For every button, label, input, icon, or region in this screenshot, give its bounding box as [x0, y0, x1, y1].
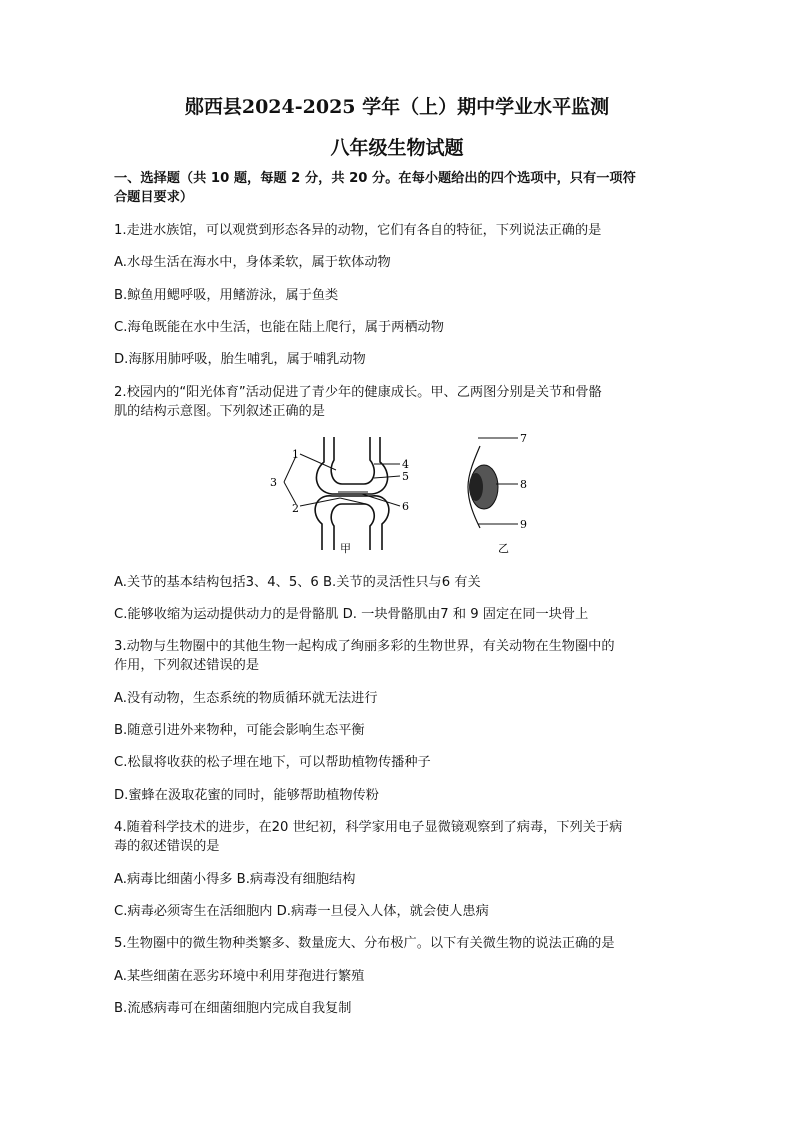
muscle-diagram [468, 438, 518, 528]
lower-bone [331, 504, 374, 550]
joint-muscle-diagram [262, 432, 550, 560]
exam-title: 郧西县2024-2025 学年（上）期中学业水平监测 [184, 96, 610, 118]
q5-option-b: B.流感病毒可在细菌细胞内完成自我复制 [114, 1001, 352, 1016]
q4-options-ab: A.病毒比细菌小得多 B.病毒没有细胞结构 [114, 872, 356, 887]
label-6: 6 [402, 500, 409, 513]
label-4: 4 [402, 458, 409, 471]
joint-diagram [315, 437, 389, 550]
section-heading-line2: 合题目要求） [114, 190, 194, 205]
label-1: 1 [292, 448, 299, 461]
q3-option-c: C.松鼠将收获的松子埋在地下，可以帮助植物传播种子 [114, 755, 431, 770]
label-2: 2 [292, 502, 299, 515]
q1-option-b: B.鲸鱼用鳃呼吸，用鳍游泳，属于鱼类 [114, 288, 339, 303]
q2-options-cd: C.能够收缩为运动提供动力的是骨骼肌 D. 一块骨骼肌由7 和 9 固定在同一块骨上 [114, 607, 589, 622]
section-heading-line1: 一、选择题（共 10 题，每题 2 分，共 20 分。在每小题给出的四个选项中，只有一项符 [114, 171, 636, 186]
label-9: 9 [520, 518, 527, 531]
upper-bone [331, 437, 374, 484]
q3-option-a: A.没有动物，生态系统的物质循环就无法进行 [114, 691, 378, 706]
q5-option-a: A.某些细菌在恶劣环境中利用芽孢进行繁殖 [114, 969, 365, 984]
q2-stem-line2: 肌的结构示意图。下列叙述正确的是 [114, 404, 325, 419]
q2-stem-line1: 2.校园内的“阳光体育”活动促进了青少年的健康成长。甲、乙两图分别是关节和骨骼 [114, 385, 602, 400]
q4-stem-line2: 毒的叙述错误的是 [114, 839, 220, 854]
q2-options-ab: A.关节的基本结构包括3、4、5、6 B.关节的灵活性只与6 有关 [114, 575, 481, 590]
q3-option-b: B.随意引进外来物种，可能会影响生态平衡 [114, 723, 365, 738]
ligament-line [340, 498, 366, 504]
q1-option-d: D.海豚用肺呼吸，胎生哺乳，属于哺乳动物 [114, 352, 366, 367]
q1-option-c: C.海龟既能在水中生活，也能在陆上爬行，属于两栖动物 [114, 320, 444, 335]
label-5: 5 [402, 470, 409, 483]
caption-jia: 甲 [340, 542, 351, 555]
muscle-shadow [469, 473, 483, 501]
exam-subtitle: 八年级生物试题 [330, 137, 464, 159]
label-8: 8 [520, 478, 527, 491]
q1-stem: 1.走进水族馆，可以观赏到形态各异的动物，它们有各自的特征，下列说法正确的是 [114, 223, 602, 238]
caption-yi: 乙 [498, 542, 509, 555]
q3-stem-line2: 作用，下列叙述错误的是 [114, 658, 260, 673]
q1-option-a: A.水母生活在海水中，身体柔软，属于软体动物 [114, 255, 391, 270]
label-3: 3 [270, 476, 277, 489]
q5-stem: 5.生物圈中的微生物种类繁多、数量庞大、分布极广。以下有关微生物的说法正确的是 [114, 936, 615, 951]
q4-stem-line1: 4.随着科学技术的进步，在20 世纪初，科学家用电子显微镜观察到了病毒，下列关于病 [114, 820, 623, 835]
label-7: 7 [520, 432, 527, 445]
q3-option-d: D.蜜蜂在汲取花蜜的同时，能够帮助植物传粉 [114, 788, 379, 803]
joint-muscle-figure [262, 432, 550, 560]
q3-stem-line1: 3.动物与生物圈中的其他生物一起构成了绚丽多彩的生物世界，有关动物在生物圈中的 [114, 639, 615, 654]
q4-options-cd: C.病毒必须寄生在活细胞内 D.病毒一旦侵入人体，就会使人患病 [114, 904, 489, 919]
